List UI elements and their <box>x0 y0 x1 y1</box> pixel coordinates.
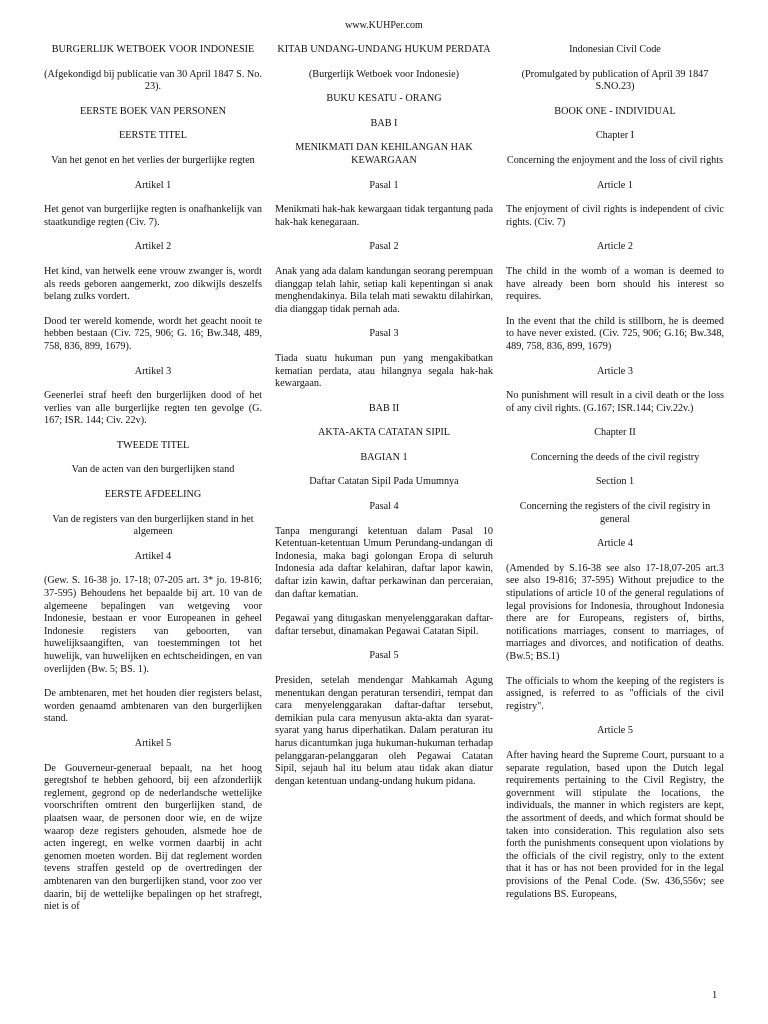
paragraph: Het genot van burgerlijke regten is onafhankelijk van staatkundige regten (Civ. 7). <box>44 204 262 228</box>
heading: Pasal 1 <box>369 179 399 191</box>
heading: Indonesian Civil Code <box>569 44 661 55</box>
heading: BAGIAN 1 <box>360 451 408 463</box>
paragraph: De Gouverneur-generaal bepaalt, na het hoog geregtshof te hebben gehoord, bij een afzonderlijk reglement, gegrond op de nederlandsche wettelijke voorschriften omtrent den burgerlijken stand, de plaatsen waar, de personen door wie, en de wijze waarop deze registers gehouden, alsmede hoe de acten ingeregt, en welke vormen daarbij in acht genomen moeten worden. Bij dat reglement worden tevens straffen gesteld op de overtredingen der ambtenaren van den burgerlijken stand, voor zoo ver daarin, bij de wettelijke bepalingen op het strafregt, niet is of <box>44 762 262 913</box>
paragraph: Geenerlei straf heeft den burgerlijken dood of het verlies van alle burgerlijke regten ten gevolge (G. 167; ISR. 144; Civ. 22v). <box>44 390 262 427</box>
heading: Article 2 <box>597 241 633 253</box>
column-english <box>506 44 724 926</box>
heading: Pasal 2 <box>369 241 399 253</box>
heading: Pasal 3 <box>369 328 399 340</box>
heading: Pasal 5 <box>369 650 399 662</box>
heading: Concerning the registers of the civil registry in general <box>519 501 711 525</box>
heading: Daftar Catatan Sipil Pada Umumnya <box>309 476 459 488</box>
heading: MENIKMATI DAN KEHILANGAN HAK KEWARGAAN <box>295 142 473 166</box>
paragraph: Tanpa mengurangi ketentuan dalam Pasal 10 Ketentuan-ketentuan Umum Perundang-undangan di Indonesia, maka bagi golongan Eropa di seluruh Indonesia ada daftar kelahiran, daftar lapor kawin, daftar izin kawin, daftar perkawinan dan perceraian, dan daftar kematian. <box>275 525 493 600</box>
paragraph: The officials to whom the keeping of the registers is assigned, is referred to as "officials of the civil registry". <box>506 675 724 712</box>
heading: Chapter II <box>594 427 636 439</box>
heading: Artikel 2 <box>134 241 172 253</box>
paragraph: No punishment will result in a civil death or the loss of any civil rights. (G.167; ISR.144; Civ.22v.) <box>506 390 724 414</box>
heading: Concerning the deeds of the civil registry <box>530 451 700 463</box>
heading: Pasal 4 <box>369 501 399 513</box>
heading: KITAB UNDANG-UNDANG HUKUM PERDATA <box>277 44 491 55</box>
paragraph: (Gew. S. 16-38 jo. 17-18; 07-205 art. 3* jo. 19-816; 37-595) Behoudens het bepaalde bij art. 10 van de algemeene bepalingen van wetgeving voor Indonesie, bestaan er voor Europeanen in geheel Indonesie registers van geboorten, van huwelijksaangiften, van toestemmingen tot het huwelijk, van huwelijken en echtscheidingen, en van overlijden (Bw. 5; BS. 1). <box>44 575 262 675</box>
paragraph: Pegawai yang ditugaskan menyelenggarakan daftar-daftar tersebut, dinamakan Pegawai Catatan Sipil. <box>275 613 493 637</box>
heading: BOOK ONE - INDIVIDUAL <box>554 105 676 117</box>
page-number: 1 <box>712 990 718 1001</box>
heading: Van de acten van den burgerlijken stand <box>71 464 235 476</box>
paragraph: Tiada suatu hukuman pun yang mengakibatkan kematian perdata, atau hilangnya segala hak-hak kewargaan. <box>275 352 493 390</box>
column-dutch <box>44 44 262 926</box>
heading: Article 4 <box>597 538 633 550</box>
heading: (Burgerlijk Wetboek voor Indonesie) <box>308 68 460 80</box>
paragraph: In the event that the child is stillborn, he is deemed to have never existed. (Civ. 725, 906; G.16; Bw.348, 489, 758, 836, 899, 1679) <box>506 315 724 352</box>
heading: EERSTE BOEK VAN PERSONEN <box>80 105 226 117</box>
heading: AKTA-AKTA CATATAN SIPIL <box>318 427 450 439</box>
heading: Chapter I <box>595 130 635 142</box>
paragraph: De ambtenaren, met het houden dier registers belast, worden genaamd ambtenaren van den burgerlijken stand. <box>44 688 262 725</box>
heading: BAB II <box>368 402 400 414</box>
heading: TWEEDE TITEL <box>116 439 190 451</box>
heading: Article 5 <box>597 725 633 737</box>
paragraph: Presiden, setelah mendengar Mahkamah Agung menentukan dengan peraturan tersendiri, tempat dan cara menyelenggarakan daftar-daftar tersebut, demikian pula cara menyusun akta-akta dan syarat-syarat yang harus diperhatikan. Dalam peraturan itu harus dicantumkan juga hukuman-hukuman terhadap pelanggaran-pelanggaran oleh Pegawai Catatan Sipil, sejauh hal itu belum atau tidak akan diatur dengan ketentuan undang-undang hukum pidana. <box>275 675 493 787</box>
heading: Van de registers van den burgerlijken stand in het algemeen <box>52 513 254 538</box>
heading: EERSTE TITEL <box>119 130 187 142</box>
heading: Artikel 3 <box>134 365 172 377</box>
heading: (Promulgated by publication of April 39 1847 S.NO.23) <box>521 68 709 93</box>
heading: Artikel 5 <box>134 737 172 749</box>
paragraph: (Amended by S.16-38 see also 17-18,07-205 art.3 see also 19-816; 37-595) Without prejudice to the stipulations of article 10 of the general regulations of legal provisions for Indonesia, throughout Indonesia there are for Europeans, registers of, births, notifications marriages, consent to marriages, of marriages and divorces, and notification of deaths. (Bw.5; BS.1) <box>506 562 724 662</box>
paragraph: Menikmati hak-hak kewargaan tidak tergantung pada hak-hak kenegaraan. <box>275 204 493 228</box>
paragraph: The enjoyment of civil rights is independent of civic rights. (Civ. 7) <box>506 204 724 228</box>
heading: BURGERLIJK WETBOEK VOOR INDONESIE <box>51 44 255 55</box>
site-header: www.KUHPer.com <box>345 20 423 31</box>
heading: Artikel 4 <box>134 550 172 562</box>
heading: Artikel 1 <box>134 179 172 191</box>
heading: Concerning the enjoyment and the loss of civil rights <box>506 154 724 166</box>
paragraph: The child in the womb of a woman is deemed to have already been born should his interest so requires. <box>506 265 724 303</box>
heading: BAB I <box>370 117 398 129</box>
paragraph: Het kind, van hetwelk eene vrouw zwanger is, wordt als reeds geboren aangemerkt, zoo dikwijls deszelfs belang zulks vordert. <box>44 265 262 303</box>
paragraph: After having heard the Supreme Court, pursuant to a separate regulation, based upon the Dutch legal requirements pertaining to the Civil Registry, the government will stipulate the locations, the individuals, the manner in which registers are kept, the assortment of deeds, and which format should be taken into consideration. This regulation also sets forth the punishments consequent upon violations by the officials of the civil registry, only to the extent that it has or has not been provided for in the legal provisions of the Penal Code. (Sw. 436,556v; see regulations BS. Europeans, <box>506 749 724 900</box>
three-column-text <box>44 44 724 926</box>
paragraph: Anak yang ada dalam kandungan seorang perempuan dianggap telah lahir, setiap kali kepentingan si anak menghendakinya. Bila telah mati sewaktu dilahirkan, dia dianggap tidak pernah ada. <box>275 265 493 315</box>
heading: EERSTE AFDEELING <box>104 489 202 501</box>
heading: Van het genot en het verlies der burgerlijke regten <box>51 154 255 166</box>
heading: Article 3 <box>597 365 633 377</box>
column-indonesian <box>275 44 493 926</box>
heading: BUKU KESATU - ORANG <box>326 93 442 105</box>
heading: (Afgekondigd bij publicatie van 30 April 1847 S. No. 23). <box>44 68 262 93</box>
paragraph: Dood ter wereld komende, wordt het geacht nooit te hebben bestaan (Civ. 725, 906; G. 16; Bw.348, 489, 758, 836, 899, 1679). <box>44 315 262 352</box>
heading: Article 1 <box>597 179 633 191</box>
heading: Section 1 <box>595 476 635 488</box>
